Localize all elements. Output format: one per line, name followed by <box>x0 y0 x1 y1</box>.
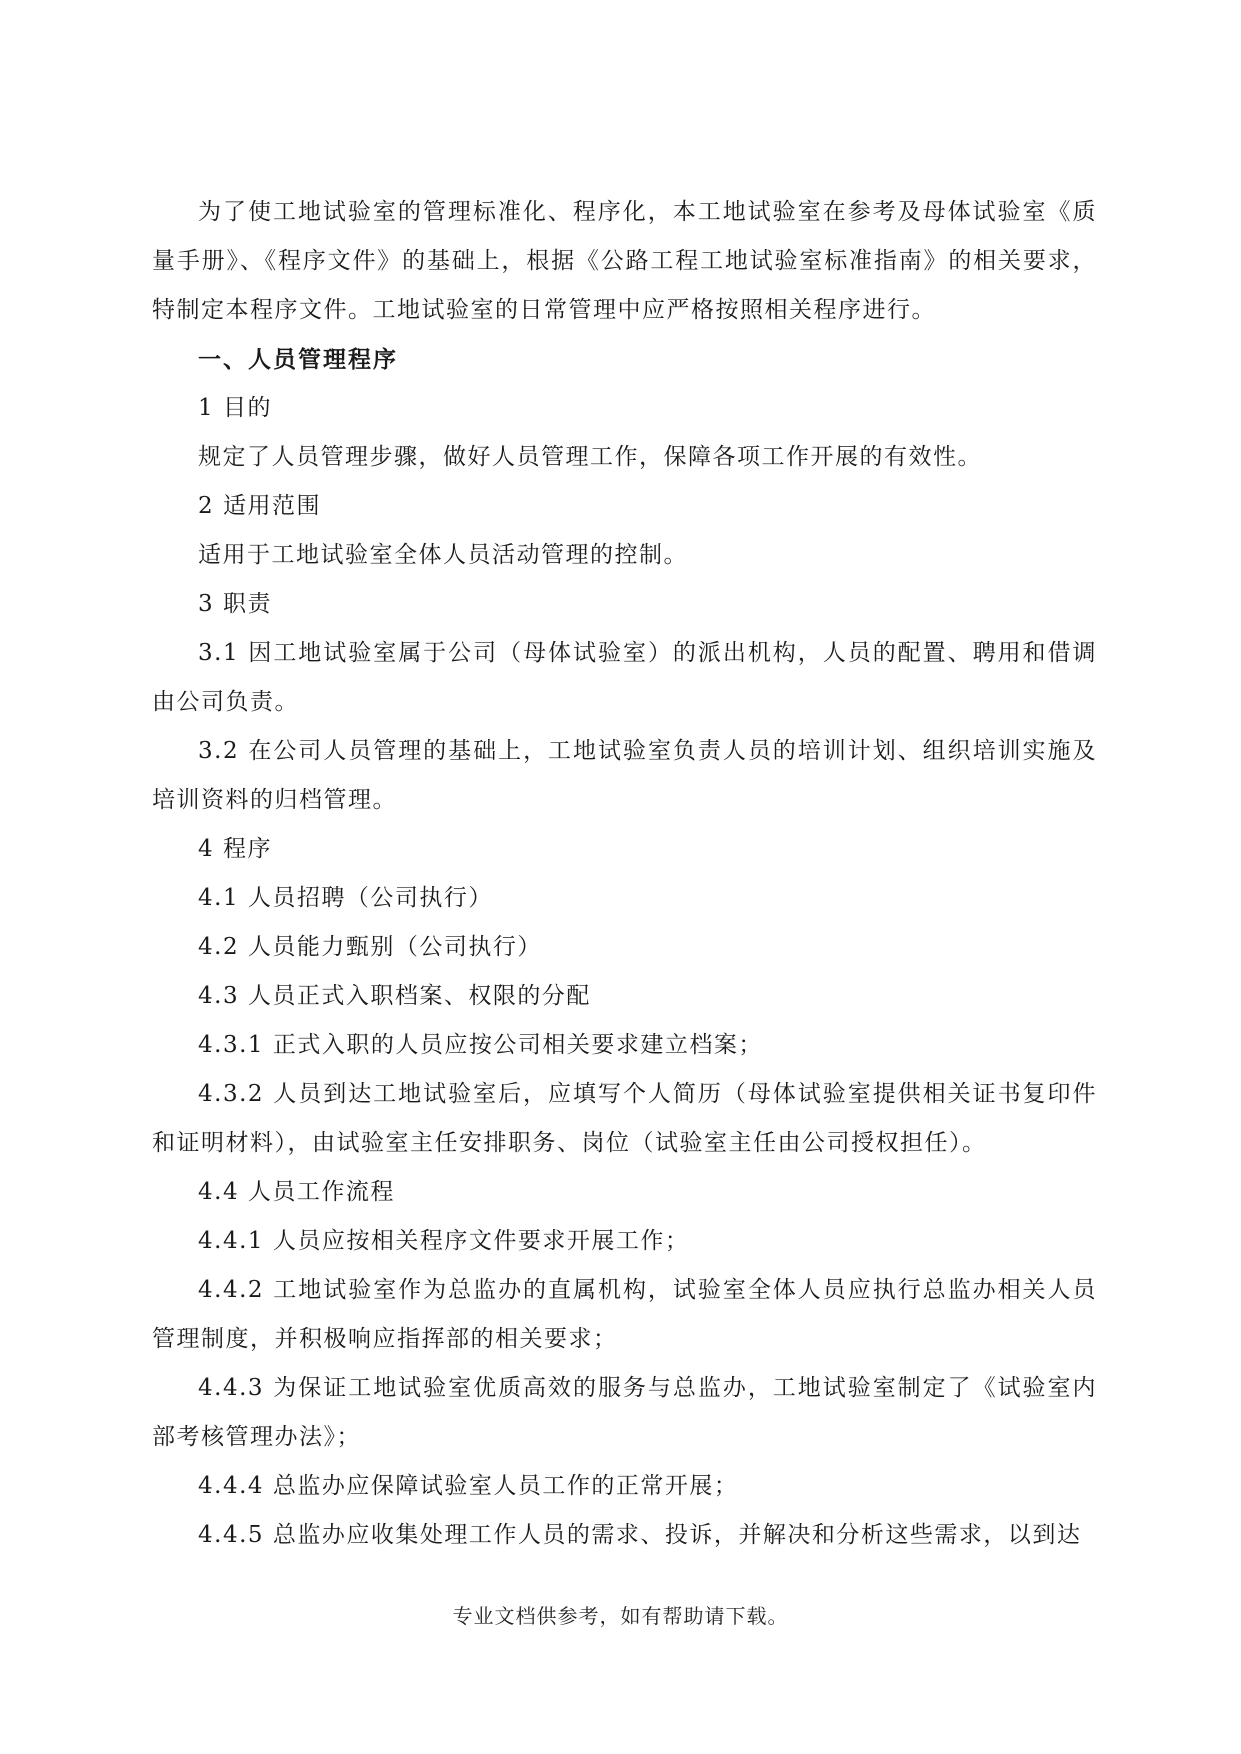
body-paragraph: 4.3.2 人员到达工地试验室后，应填写个人简历（母体试验室提供相关证书复印件和证明材料），由试验室主任安排职务、岗位（试验室主任由公司授权担任）。 <box>152 1081 1097 1156</box>
body-paragraph: 4.3.1 正式入职的人员应按公司相关要求建立档案； <box>198 1032 763 1058</box>
body-paragraph: 4.4.4 总监办应保障试验室人员工作的正常开展； <box>198 1473 739 1499</box>
body-paragraph: 4.4 人员工作流程 <box>198 1179 395 1205</box>
body-paragraph: 4.4.5 总监办应收集处理工作人员的需求、投诉，并解决和分析这些需求，以到达 <box>198 1522 1082 1548</box>
body-paragraph: 3.2 在公司人员管理的基础上，工地试验室负责人员的培训计划、组织培训实施及培训资料的归档管理。 <box>152 738 1097 813</box>
body-paragraph: 4.4.2 工地试验室作为总监办的直属机构，试验室全体人员应执行总监办相关人员管理制度，并积极响应指挥部的相关要求； <box>152 1277 1097 1352</box>
body-paragraph: 4.1 人员招聘（公司执行） <box>198 885 493 911</box>
subsection-title: 4 程序 <box>198 836 272 862</box>
body-paragraph: 适用于工地试验室全体人员活动管理的控制。 <box>198 542 688 568</box>
body-paragraph: 4.4.3 为保证工地试验室优质高效的服务与总监办，工地试验室制定了《试验室内部考核管理办法》； <box>152 1375 1097 1450</box>
subsection-title: 1 目的 <box>198 395 272 421</box>
section-heading: 一、人员管理程序 <box>198 346 398 373</box>
page-footer: 专业文档供参考，如有帮助请下载。 <box>452 1604 789 1628</box>
body-paragraph: 3.1 因工地试验室属于公司（母体试验室）的派出机构，人员的配置、聘用和借调由公司负责。 <box>152 640 1097 715</box>
body-paragraph: 4.2 人员能力甄别（公司执行） <box>198 934 542 960</box>
subsection-title: 3 职责 <box>198 591 272 617</box>
body-paragraph: 4.3 人员正式入职档案、权限的分配 <box>198 983 591 1009</box>
body-paragraph: 规定了人员管理步骤，做好人员管理工作，保障各项工作开展的有效性。 <box>198 444 982 470</box>
intro-paragraph: 为了使工地试验室的管理标准化、程序化，本工地试验室在参考及母体试验室《质量手册》、《程序文件》的基础上，根据《公路工程工地试验室标准指南》的相关要求，特制定本程序文件。工地试验室的日常管理中应严格按照相关程序进行。 <box>152 199 1097 323</box>
document-body <box>152 188 1097 1560</box>
body-paragraph: 4.4.1 人员应按相关程序文件要求开展工作； <box>198 1228 690 1254</box>
subsection-title: 2 适用范围 <box>198 493 321 519</box>
